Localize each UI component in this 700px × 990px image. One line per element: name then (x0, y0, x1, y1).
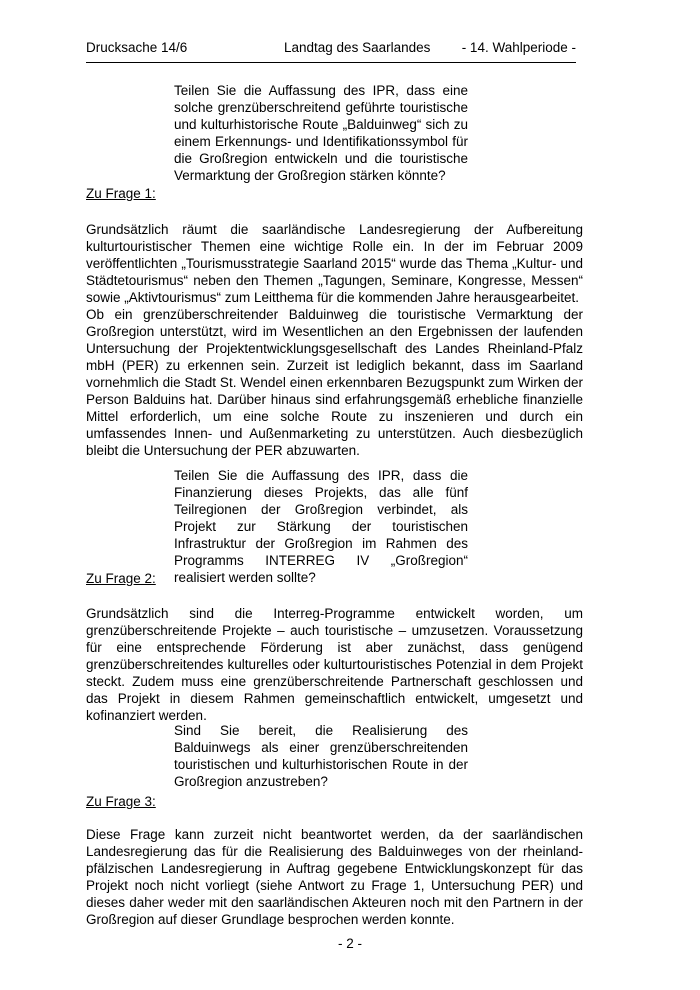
question-1: Teilen Sie die Auffassung des IPR, dass eine solche grenzüberschreitend geführte touristische und kulturhistorische Route „Balduinweg“ sich zu einem Erkennungs- und Identifikationssymbol für die Großregion entwickeln und die touristische Vermarktung der Großregion stärken könnte? (174, 83, 468, 183)
answer-1-label: Zu Frage 1: (86, 186, 156, 201)
header-document-number: Drucksache 14/6 (86, 40, 188, 55)
answer-1-paragraph-2: Ob ein grenzüberschreitender Balduinweg die touristische Vermarktung der Großregion unterstützt, wird im Wesentlichen an den Ergebnissen der laufenden Untersuchung der Projektentwicklungsgesellschaft des Landes Rheinland-Pfalz mbH (PER) zu erkennen sein. Zurzeit ist lediglich bekannt, dass im Saarland vornehmlich die Stadt St. Wendel einen erkennbaren Bezugspunkt zum Wirken der Person Balduins hat. Darüber hinaus sind erfahrungsgemäß erhebliche finanzielle Mittel erforderlich, um eine solche Route zu inszenieren und durch ein umfassendes Innen- und Außenmarketing zu unterstützen. Auch diesbezüglich bleibt die Untersuchung der PER abzuwarten. (86, 307, 583, 458)
question-2: Teilen Sie die Auffassung des IPR, dass die Finanzierung dieses Projekts, das alle fünf Teilregionen der Großregion verbindet, als Projekt zur Stärkung der touristischen Infrastruktur der Großregion im Rahmen des Programms INTERREG IV „Großregion“ realisiert werden sollte? (174, 468, 468, 585)
page-number: - 2 - (337, 936, 362, 951)
header-parliament: Landtag des Saarlandes (284, 40, 431, 55)
question-3: Sind Sie bereit, die Realisierung des Balduinwegs als einer grenzüberschreitenden touristischen und kulturhistorischen Route in der Großregion anzustreben? (174, 723, 468, 789)
answer-3-paragraph: Diese Frage kann zurzeit nicht beantwortet werden, da der saarländischen Landesregierung das für die Realisierung des Balduinweges von der rheinland-pfälzischen Landesregierung in Auftrag gegebene Entwicklungskonzept für das Projekt noch nicht vorliegt (siehe Antwort zu Frage 1, Untersuchung PER) und dieses daher weder mit den saarländischen Akteuren noch mit den Partnern in der Großregion auf dieser Grundlage besprochen werden konnte. (86, 827, 583, 927)
answer-1-paragraph-1: Grundsätzlich räumt die saarländische Landesregierung der Aufbereitung kulturtouristischer Themen eine wichtige Rolle ein. In der im Februar 2009 veröffentlichten „Tourismusstrategie Saarland 2015“ wurde das Thema „Kultur- und Städtetourismus“ neben den Themen „Tagungen, Seminare, Kongresse, Messen“ sowie „Aktivtourismus“ zum Leitthema für die kommenden Jahre herausgearbeitet. (86, 222, 583, 305)
answer-2-label: Zu Frage 2: (86, 571, 156, 586)
header-period: - 14. Wahlperiode - (461, 40, 576, 55)
answer-2-paragraph: Grundsätzlich sind die Interreg-Programme entwickelt worden, um grenzüberschreitende Projekte – auch touristische – umzusetzen. Voraussetzung für eine entsprechende Förderung ist aber zunächst, dass genügend grenzüberschreitendes kulturelles oder kulturtouristisches Potenzial in dem Projekt steckt. Zudem muss eine grenzüberschreitende Partnerschaft geschlossen und das Projekt in diesem Rahmen gemeinschaftlich entwickelt, umgesetzt und kofinanziert werden. (86, 606, 583, 723)
page-header (86, 40, 576, 63)
answer-3-label: Zu Frage 3: (86, 794, 156, 809)
